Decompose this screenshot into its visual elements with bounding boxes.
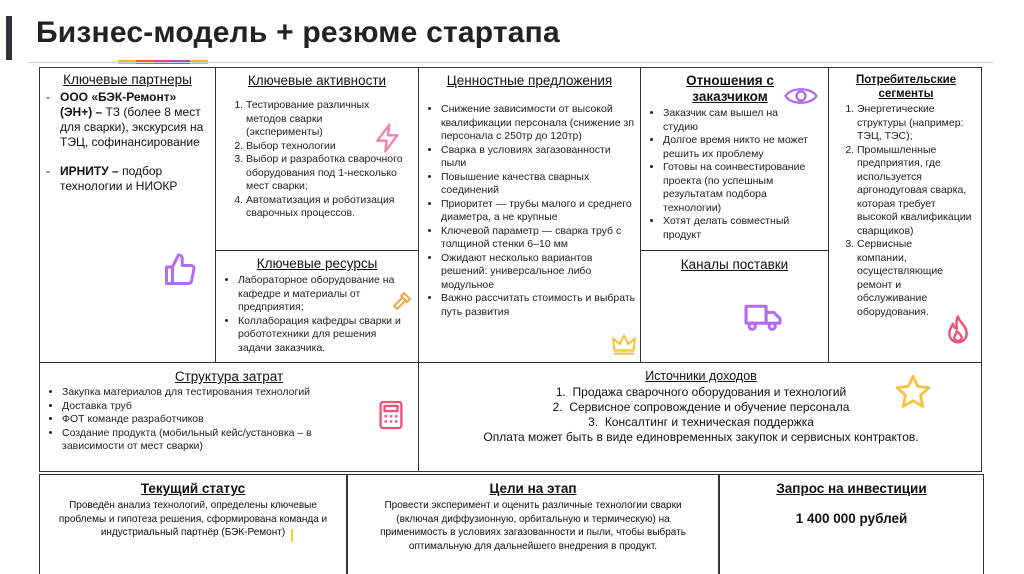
revenue-header: Источники доходов [645,369,757,383]
customer-rel-item: • Хотят делать совместный продукт [663,215,823,242]
title-accent-bar [6,16,12,60]
segment-item: 3. Сервисные компании, осуществляющие ремонт и обслуживание оборудования. [857,238,957,319]
customer-segments-section [829,68,982,362]
revenue-item: 1. Продажа сварочного оборудования и технологий [555,385,847,399]
cost-item: • Закупка материалов для тестирования технологий [62,386,362,400]
value-prop-item: • Важно рассчитать стоимость и выбрать путь развития [441,292,637,319]
customer-relationships-section [641,68,828,250]
value-prop-item: • Снижение зависимости от высокой квалификации персонала (снижение зп персонала с 250тр до 120тр) [441,103,637,144]
investment-request-box [719,474,984,574]
key-resources-header: Ключевые ресурсы [256,256,378,271]
value-propositions-section [419,68,640,362]
current-status-header: Текущий статус [140,481,246,496]
revenue-note: Оплата может быть в виде единовременных закупок и сервисных контрактов. [483,430,919,444]
channels-header: Каналы поставки [680,257,789,272]
key-activity-item: 4. Автоматизация и роботизация сварочных процессов. [246,194,411,221]
key-resource-item: • Лабораторное оборудование на кафедре и материалы от предприятия; [238,274,398,315]
customer-rel-item: • Готовы на соинвестирование проекта (по успешным результатам подбора технологии) [663,161,823,215]
value-prop-item: • Ожидают несколько вариантов решений: универсальное либо модульное [441,252,637,293]
revenue-streams-section [419,363,982,472]
key-resources-section [216,251,418,362]
key-activity-item: 3. Выбор и разработка сварочного оборудования под 1-несколько мест сварки; [246,153,411,194]
stage-goals-header: Цели на этап [489,481,577,496]
key-activities-section [216,68,418,250]
text-cursor [291,529,293,542]
revenue-item: 3. Консалтинг и техническая поддержка [588,415,814,429]
key-resource-item: • Коллаборация кафедры сварки и робототехники для решения задачи заказчика. [238,315,412,356]
star-icon [893,373,933,411]
calculator-icon [378,399,404,431]
lightning-icon [372,122,404,154]
key-activity-item: 2. Выбор технологии [246,140,386,154]
customer-rel-item: • Долгое время никто не может решить их проблему [663,134,823,161]
segment-item: 1. Энергетические структуры (например: ТЭЦ, ТЭС); [857,103,973,144]
truck-icon [743,301,783,333]
customer-relationships-header: Отношения с заказчиком [686,73,774,104]
value-prop-item: • Сварка в условиях загазованности пыли [441,144,637,171]
value-prop-item: • Приоритет — трубы малого и среднего диаметра, а не крупные [441,198,637,225]
revenue-item: 2. Сервисное сопровождение и обучение персонала [552,400,850,414]
cost-item: • Создание продукта (мобильный кейс/установка – в зависимости от мест сварки) [62,427,362,454]
customer-rel-item: • Заказчик сам вышел на студию [663,107,783,134]
thumbs-up-icon [162,252,198,288]
flame-icon [943,314,973,346]
current-status-text: Проведён анализ технологий, определены ключевые проблемы и гипотеза решения, сформирована команда и индустриальный партнёр (БЭК-Ремонт) [58,500,328,538]
value-prop-item: • Повышение качества сварных соединений [441,171,637,198]
key-activity-item: 1. Тестирование различных методов сварки (эксперименты) [246,99,386,140]
key-partners-section [40,68,215,362]
cost-item: • Доставка труб [62,400,362,414]
key-partner-item: - ИРНИТУ – подбор технологии и НИОКР [46,164,178,193]
value-propositions-header: Ценностные предложения [446,73,613,88]
stage-goals-text: Провести эксперимент и оценить различные технологии сварки (включая диффузионную, орбитальную и термическую) на применимость в условиях загазованности и пыли, чтобы выбрать оптимальную для дальнейшего внедрения в продукт. [380,500,686,552]
investment-header: Запрос на инвестиции [776,481,927,496]
key-partner-item: - ООО «БЭК-Ремонт» (ЭН+) – ТЗ (более 8 мест для сварки), экскурсия на ТЭЦ, софинансирование [46,90,204,149]
stage-goals-box [347,474,719,574]
cost-structure-header: Структура затрат [174,369,284,384]
page-title: Бизнес-модель + резюме стартапа [36,16,560,49]
value-prop-item: • Ключевой параметр — сварка труб с толщиной стенки 6–10 мм [441,225,637,252]
title-rule [28,62,994,63]
segment-item: 2. Промышленные предприятия, где используется аргонодуговая сварка, которая требует высокой квалификации сварщиков) [857,144,973,239]
cost-item: • ФОТ команде разработчиков [62,413,362,427]
crown-icon [611,332,637,356]
top-bar [0,0,1024,4]
investment-amount: 1 400 000 рублей [795,511,908,526]
customer-segments-header: Потребительские сегменты [855,74,957,100]
key-partners-header: Ключевые партнеры [63,72,192,87]
channels-section [641,251,828,362]
key-activities-header: Ключевые активности [247,73,387,88]
current-status-box [39,474,347,574]
hammer-icon [390,289,414,313]
eye-icon [783,82,819,110]
business-model-canvas [39,67,982,472]
cost-structure-section [40,363,418,472]
